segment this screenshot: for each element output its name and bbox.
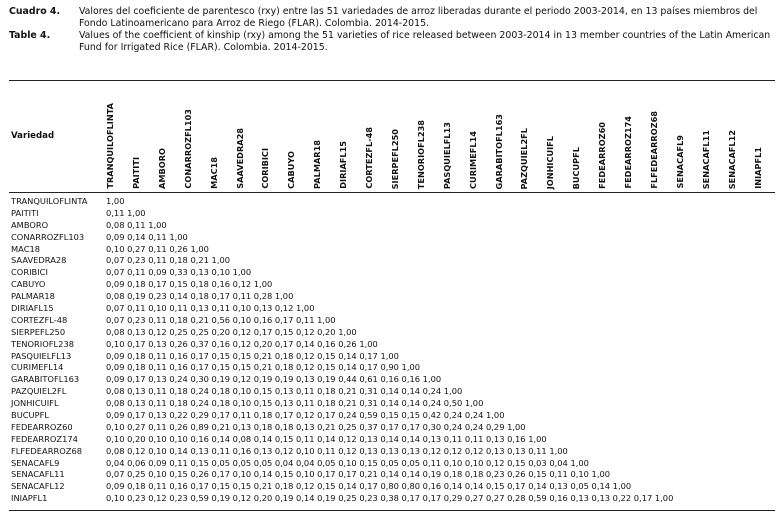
column-header: CORTEZFL-48 (364, 127, 374, 189)
row-kinship-values: 1,00 (106, 196, 125, 206)
column-header: BUCUPFL (571, 146, 582, 189)
row-kinship-values: 0,10 0,23 0,12 0,23 0,59 0,19 0,12 0,20 0,19 0,14 0,19 0,25 0,23 0,38 0,17 0,17 0,29 0,27 0,27 0,28 0,59 0,16 0,13 0,13 0,22 0,17 1,00 (106, 493, 674, 504)
column-header: SENACAFL9 (674, 135, 685, 189)
column-header: TRANQUILOFLINTA (105, 103, 115, 189)
caption-english (9, 30, 777, 53)
table-row (11, 315, 781, 327)
row-kinship-values: 0,10 0,20 0,10 0,10 0,16 0,14 0,08 0,14 0,15 0,11 0,14 0,12 0,13 0,14 0,14 0,13 0,11 0,11 0,13 0,16 1,00 (106, 433, 547, 444)
row-kinship-values: 0,09 0,18 0,11 0,16 0,17 0,15 0,15 0,21 0,18 0,12 0,15 0,14 0,17 0,80 0,80 0,16 0,14 0,14 0,15 0,17 0,14 0,13 0,05 0,14 1,00 (106, 481, 632, 492)
table-row (11, 279, 781, 291)
table-row (11, 220, 781, 232)
row-variety-name: FEDEARROZ60 (11, 421, 73, 432)
table-row (11, 208, 781, 220)
table-top-rule (9, 80, 775, 81)
caption-english-text: Values of the coefficient of kinship (rxy) among the 51 varieties of rice released between 2003-2014 in 13 member countries of the Latin American Fund for Irrigated Rice (FLAR). Colombia. 2014-2015. (79, 30, 771, 53)
table-row (11, 398, 781, 410)
row-kinship-values: 0,11 1,00 (106, 207, 146, 218)
row-kinship-values: 0,08 0,11 1,00 (106, 219, 167, 230)
row-kinship-values: 0,10 0,17 0,13 0,26 0,37 0,16 0,12 0,20 0,17 0,14 0,16 0,26 1,00 (106, 338, 378, 349)
row-kinship-values: 0,08 0,19 0,23 0,14 0,18 0,17 0,11 0,28 1,00 (106, 291, 294, 302)
caption-spanish (9, 6, 777, 29)
row-kinship-values: 0,07 0,23 0,11 0,18 0,21 1,00 (106, 255, 231, 266)
column-header: FLFEDEARROZ68 (648, 111, 659, 189)
row-variety-name: TENORIOFL238 (11, 338, 75, 349)
row-variety-name: FLFEDEARROZ68 (11, 445, 83, 456)
row-kinship-values: 0,07 0,25 0,10 0,15 0,26 0,17 0,10 0,14 0,15 0,10 0,17 0,17 0,21 0,14 0,14 0,19 0,18 0,18 0,23 0,26 0,15 0,11 0,10 1,00 (106, 469, 611, 480)
row-header-label: Variedad (11, 131, 55, 141)
row-variety-name: DIRIAFL15 (11, 303, 54, 314)
table-row (11, 303, 781, 315)
row-kinship-values: 0,08 0,12 0,10 0,14 0,13 0,11 0,16 0,13 0,12 0,10 0,11 0,12 0,13 0,13 0,13 0,12 0,12 0,12 0,13 0,13 0,11 1,00 (106, 445, 568, 456)
table-row (11, 362, 781, 374)
row-variety-name: SIERPEFL250 (11, 326, 66, 337)
table-row (11, 267, 781, 279)
row-kinship-values: 0,10 0,27 0,11 0,26 1,00 (106, 243, 209, 254)
row-kinship-values: 0,09 0,18 0,11 0,16 0,17 0,15 0,15 0,21 0,18 0,12 0,15 0,14 0,17 0,90 1,00 (106, 362, 421, 373)
column-header: PASQUIELFL13 (441, 121, 452, 189)
row-kinship-values: 0,09 0,17 0,13 0,24 0,30 0,19 0,12 0,19 0,19 0,13 0,19 0,44 0,61 0,16 0,16 1,00 (106, 374, 442, 385)
row-variety-name: GARABITOFL163 (11, 374, 80, 385)
caption-spanish-text: Valores del coeficiente de parentesco (rxy) entre las 51 variedades de arroz liberadas durante el periodo 2003-2014, en 13 países miembros del Fondo Latinoamericano para Arroz de Riego (FLAR). Colombia. 2014-2015. (79, 6, 758, 29)
row-kinship-values: 0,08 0,13 0,11 0,18 0,24 0,18 0,10 0,15 0,13 0,11 0,18 0,21 0,31 0,14 0,14 0,24 1,00 (106, 386, 463, 397)
column-header: CONARROZFL103 (182, 109, 193, 189)
column-header: GARABITOFL163 (493, 113, 504, 189)
row-variety-name: SENACAFL9 (11, 457, 60, 468)
column-header: PALMAR18 (312, 140, 323, 189)
column-header: SENACAFL12 (726, 129, 737, 189)
row-variety-name: CORTEZFL-48 (11, 314, 68, 325)
column-header: DIRIAFL15 (338, 141, 349, 189)
column-header: AMBORO (156, 148, 167, 189)
row-variety-name: INIAPFL1 (11, 493, 48, 504)
row-variety-name: BUCUPFL (11, 410, 50, 421)
column-header: JONHICUIFL (545, 135, 556, 189)
table-row (11, 481, 781, 493)
row-kinship-values: 0,09 0,17 0,13 0,22 0,29 0,17 0,11 0,18 0,17 0,12 0,17 0,24 0,59 0,15 0,15 0,42 0,24 0,24 1,00 (106, 410, 505, 421)
table-row (11, 458, 781, 470)
row-variety-name: AMBORO (11, 219, 49, 230)
row-kinship-values: 0,07 0,23 0,11 0,18 0,21 0,56 0,10 0,16 0,17 0,11 1,00 (106, 314, 336, 325)
row-kinship-values: 0,08 0,13 0,11 0,18 0,24 0,18 0,10 0,15 0,13 0,11 0,18 0,21 0,31 0,14 0,14 0,24 0,50 1,00 (106, 398, 484, 409)
table-row (11, 255, 781, 267)
column-header: PAITITI (130, 157, 141, 189)
row-kinship-values: 0,09 0,14 0,11 1,00 (106, 231, 188, 242)
row-variety-name: JONHICUIFL (11, 398, 59, 409)
table-row (11, 351, 781, 363)
column-header: SAAVEDRA28 (234, 128, 245, 189)
table-row (11, 386, 781, 398)
table-row (11, 446, 781, 458)
column-header: TENORIOFL238 (415, 119, 426, 189)
column-header: INIAPFL1 (752, 147, 763, 189)
table-row (11, 374, 781, 386)
column-header: FEDEARROZ60 (597, 122, 608, 189)
table-captions (9, 6, 777, 53)
row-kinship-values: 0,09 0,18 0,11 0,16 0,17 0,15 0,15 0,21 0,18 0,12 0,15 0,14 0,17 1,00 (106, 350, 399, 361)
row-variety-name: SENACAFL12 (11, 481, 65, 492)
row-variety-name: MAC18 (11, 243, 41, 254)
column-header: CABUYO (286, 151, 297, 189)
row-variety-name: CABUYO (11, 279, 46, 290)
row-kinship-values: 0,07 0,11 0,09 0,33 0,13 0,10 1,00 (106, 267, 252, 278)
caption-english-label: Table 4. (9, 30, 51, 41)
column-header: SIERPEFL250 (389, 128, 400, 189)
matrix-body (11, 196, 781, 505)
caption-spanish-label: Cuadro 4. (9, 6, 61, 17)
table-row (11, 196, 781, 208)
row-variety-name: SAAVEDRA28 (11, 255, 67, 266)
table-row (11, 493, 781, 505)
column-header: MAC18 (208, 157, 219, 189)
table-row (11, 422, 781, 434)
table-row (11, 291, 781, 303)
column-header: SENACAFL11 (700, 129, 711, 189)
table-row (11, 244, 781, 256)
column-header: CURIMEFL14 (467, 131, 478, 189)
header-bottom-rule (9, 192, 775, 193)
row-kinship-values: 0,08 0,13 0,12 0,25 0,25 0,20 0,12 0,17 0,15 0,12 0,20 1,00 (106, 326, 357, 337)
table-row (11, 434, 781, 446)
row-kinship-values: 0,10 0,27 0,11 0,26 0,89 0,21 0,13 0,18 0,18 0,13 0,21 0,25 0,37 0,17 0,17 0,30 0,24 0,24 0,29 1,00 (106, 421, 526, 432)
row-variety-name: SENACAFL11 (11, 469, 65, 480)
table-row (11, 410, 781, 422)
row-variety-name: TRANQUILOFLINTA (11, 196, 88, 206)
table-row (11, 469, 781, 481)
row-variety-name: CURIMEFL14 (11, 362, 64, 373)
table-bottom-rule (9, 510, 775, 511)
row-variety-name: PAITITI (11, 207, 39, 218)
row-variety-name: CONARROZFL103 (11, 231, 85, 242)
column-header: PAZQUIEL2FL (519, 127, 530, 189)
row-variety-name: FEDEARROZ174 (11, 433, 78, 444)
row-kinship-values: 0,07 0,11 0,10 0,11 0,13 0,11 0,10 0,13 0,12 1,00 (106, 303, 315, 314)
column-header: CORIBICI (260, 148, 271, 189)
row-variety-name: PAZQUIEL2FL (11, 386, 67, 397)
row-kinship-values: 0,04 0,06 0,09 0,11 0,15 0,05 0,05 0,05 0,04 0,04 0,05 0,10 0,15 0,05 0,05 0,11 0,10 0,10 0,12 0,15 0,03 0,04 1,00 (106, 457, 589, 468)
table-row (11, 232, 781, 244)
row-kinship-values: 0,09 0,18 0,17 0,15 0,18 0,16 0,12 1,00 (106, 279, 273, 290)
row-variety-name: PASQUIELFL13 (11, 350, 72, 361)
row-variety-name: CORIBICI (11, 267, 48, 278)
table-row (11, 339, 781, 351)
row-variety-name: PALMAR18 (11, 291, 55, 302)
column-header: FEDEARROZ174 (623, 116, 633, 189)
table-row (11, 327, 781, 339)
